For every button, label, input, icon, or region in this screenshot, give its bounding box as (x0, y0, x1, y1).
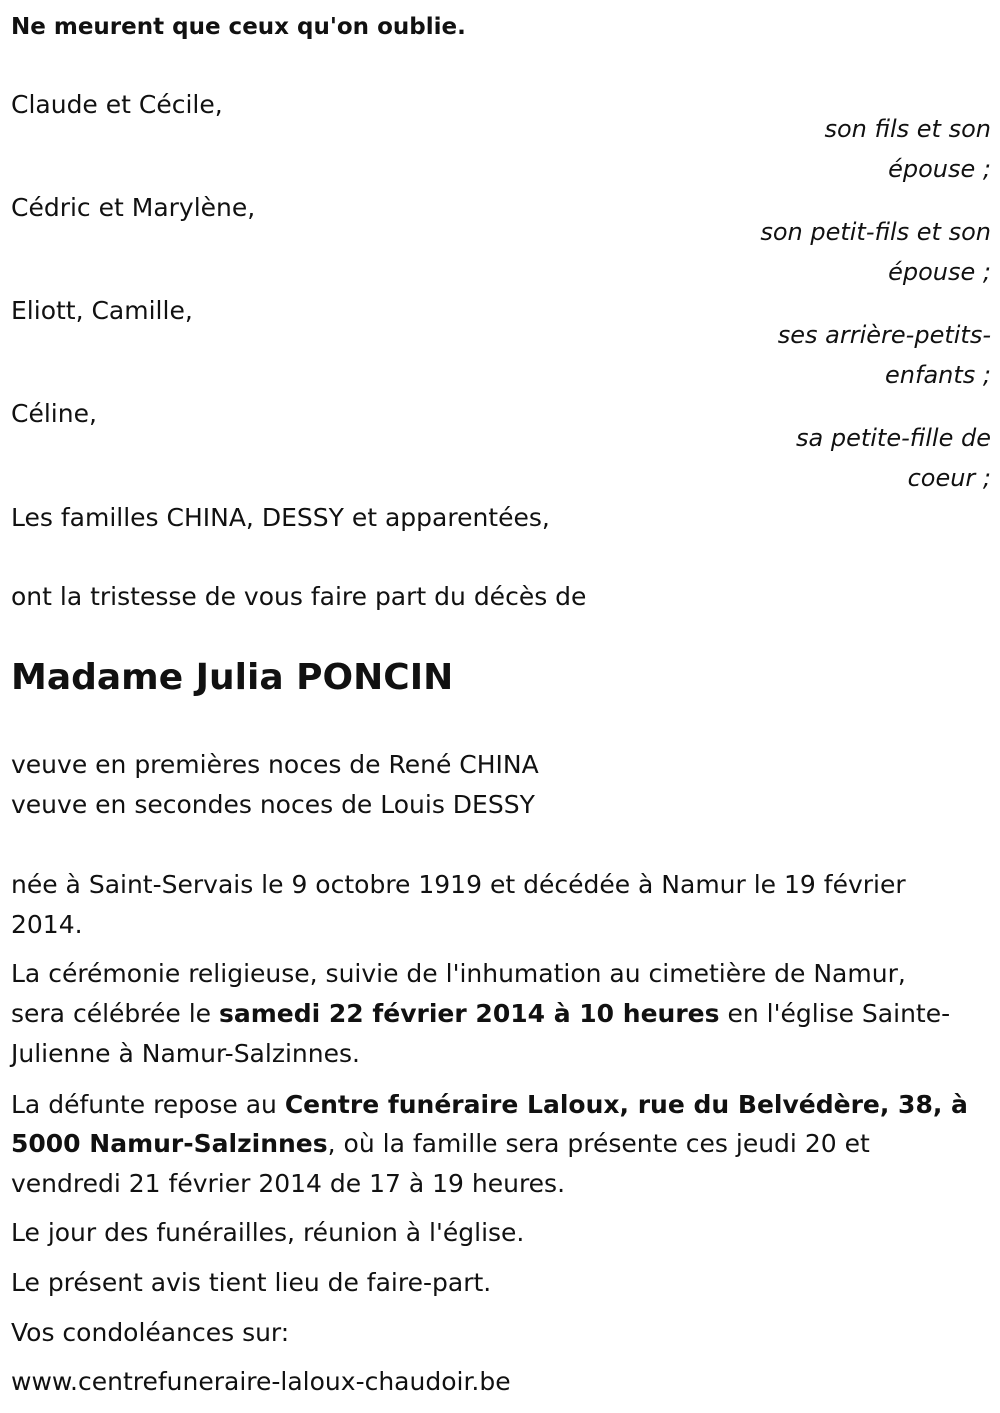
mourner-name-1: Claude et Cécile, (11, 90, 223, 119)
repose-line-2 (11, 1129, 870, 1159)
families-line: Les familles CHINA, DESSY et apparentées, (11, 503, 550, 532)
motto: Ne meurent que ceux qu'on oublie. (11, 14, 466, 40)
ceremony-text-post: en l'église Sainte- (719, 999, 951, 1028)
repose-text-post: , où la famille sera présente ces jeudi 20 et (327, 1129, 870, 1158)
widow-line-1: veuve en premières noces de René CHINA (11, 750, 539, 779)
mourner-relation-3b: enfants ; (885, 361, 991, 389)
birth-death-line-2: 2014. (11, 910, 83, 939)
repose-location: Centre funéraire Laloux, rue du Belvédère, 38, à (284, 1090, 968, 1119)
ceremony-date: samedi 22 février 2014 à 10 heures (218, 999, 720, 1028)
repose-city: 5000 Namur-Salzinnes (11, 1129, 328, 1158)
mourner-relation-4a: sa petite-fille de (796, 424, 991, 452)
mourner-relation-1b: épouse ; (888, 155, 991, 183)
widow-line-2: veuve en secondes noces de Louis DESSY (11, 790, 535, 819)
website-link[interactable]: www.centrefuneraire-laloux-chaudoir.be (11, 1367, 511, 1396)
deceased-name: Madame Julia PONCIN (11, 657, 454, 698)
mourner-name-3: Eliott, Camille, (11, 296, 193, 325)
mourner-relation-4b: coeur ; (907, 464, 991, 492)
ceremony-line-3: Julienne à Namur-Salzinnes. (11, 1039, 360, 1068)
condolences-label: Vos condoléances sur: (11, 1318, 290, 1347)
mourner-name-2: Cédric et Marylène, (11, 193, 256, 222)
announcement-line: ont la tristesse de vous faire part du décès de (11, 582, 587, 611)
notice-line: Le présent avis tient lieu de faire-part. (11, 1268, 492, 1297)
repose-line-1 (11, 1090, 968, 1120)
mourner-relation-3a: ses arrière-petits- (777, 321, 991, 349)
mourner-relation-1a: son fils et son (824, 115, 991, 143)
ceremony-line-2 (11, 999, 950, 1029)
repose-line-3: vendredi 21 février 2014 de 17 à 19 heures. (11, 1169, 566, 1198)
ceremony-line-1: La cérémonie religieuse, suivie de l'inhumation au cimetière de Namur, (11, 959, 906, 988)
mourner-name-4: Céline, (11, 399, 97, 428)
mourner-relation-2a: son petit-fils et son (760, 218, 991, 246)
mourner-relation-2b: épouse ; (888, 258, 991, 286)
repose-text-pre: La défunte repose au (11, 1090, 285, 1119)
reunion-line: Le jour des funérailles, réunion à l'église. (11, 1218, 525, 1247)
birth-death-line-1: née à Saint-Servais le 9 octobre 1919 et décédée à Namur le 19 février (11, 870, 906, 899)
ceremony-text-pre: sera célébrée le (11, 999, 219, 1028)
